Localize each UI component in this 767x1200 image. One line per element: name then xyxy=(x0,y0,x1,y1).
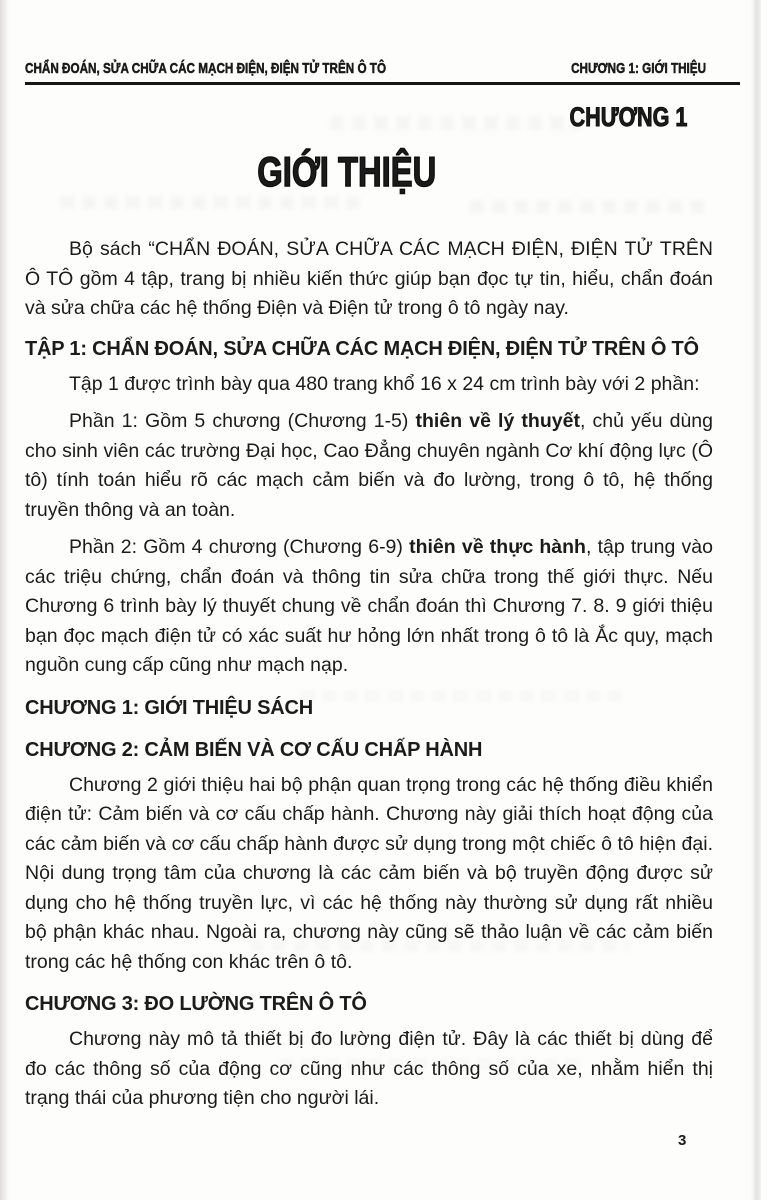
scan-edge-left xyxy=(0,0,9,1200)
scan-edge-right xyxy=(751,0,761,1200)
page-title xyxy=(25,146,669,201)
heading-chuong1: CHƯƠNG 1: GIỚI THIỆU SÁCH xyxy=(25,696,313,719)
running-header xyxy=(25,60,740,77)
bleed-through-artifact xyxy=(470,200,710,213)
phan2-post: , tập trung vào các triệu chứng, chẩn đoán và thông tin sửa chữa trong thế giới thực. Nếu Chương 6 trình bày lý thuyết chung về chẩn đoán thì Chương 7. 8. 9 giới thiệu bạn đọc mạch điện tử có xác suất hư hỏng lớn nhất trong ô tô là Ắc quy, mạch nguồn cung cấp cũng như mạch nạp. xyxy=(25,536,713,676)
phan1-post: , chủ yếu dùng cho sinh viên các trường Đại học, Cao Đẳng chuyên ngành Cơ khí động lực (Ô tô) tính toán hiểu rõ các mạch cảm biến và đo lường, trong ô tô, hệ thống truyền thông và an toàn. xyxy=(25,410,713,521)
running-header-book-title: CHẨN ĐOÁN, SỬA CHỮA CÁC MẠCH ĐIỆN, ĐIỆN TỬ TRÊN Ô TÔ xyxy=(25,60,387,77)
phan1-bold: thiên về lý thuyết xyxy=(415,410,580,432)
heading-tap1: TẬP 1: CHẨN ĐOÁN, SỬA CHỮA CÁC MẠCH ĐIỆN, ĐIỆN TỬ TRÊN Ô TÔ xyxy=(25,337,699,360)
chapter-number-label xyxy=(25,101,687,138)
paragraph-intro: Bộ sách “CHẨN ĐOÁN, SỬA CHỮA CÁC MẠCH ĐIỆN, ĐIỆN TỬ TRÊN Ô TÔ gồm 4 tập, trang bị nhiều kiến thức giúp bạn đọc tự tin, hiểu, chẩn đoán và sửa chữa các hệ thống Điện và Điện tử trong ô tô ngày nay. xyxy=(25,238,713,319)
heading-chuong3: CHƯƠNG 3: ĐO LƯỜNG TRÊN Ô TÔ xyxy=(25,993,367,1015)
heading-chuong2: CHƯƠNG 2: CẢM BIẾN VÀ CƠ CẤU CHẤP HÀNH xyxy=(25,738,483,761)
page-title-text: GIỚI THIỆU xyxy=(257,148,437,195)
page-number: 3 xyxy=(678,1132,687,1149)
chapter-number-text: CHƯƠNG 1 xyxy=(569,102,687,132)
paragraph-chuong2: Chương 2 giới thiệu hai bộ phận quan trọng trong các hệ thống điều khiển điện tử: Cảm biến và cơ cấu chấp hành. Chương này giải thích hoạt động của các cảm biến và cơ cấu chấp hành được sử dụng trong một chiếc ô tô hiện đại. Nội dung trọng tâm của chương là các cảm biến và bộ truyền động được sử dụng cho hệ thống truyền lực, vì các hệ thống này thường sử dụng rất nhiều bộ phận khác nhau. Ngoài ra, chương này cũng sẽ thảo luận về các cảm biến trong các hệ thống con khác trên ô tô. xyxy=(25,773,713,973)
paragraph-chuong3: Chương này mô tả thiết bị đo lường điện tử. Đây là các thiết bị dùng để đo các thông số của động cơ cũng như các thông số của xe, nhằm hiển thị trạng thái của phương tiện cho người lái. xyxy=(25,1028,713,1109)
phan2-pre: Phần 2: Gồm 4 chương (Chương 6-9) xyxy=(69,536,410,558)
paragraph-phan1 xyxy=(25,407,713,525)
header-rule xyxy=(25,82,740,85)
paragraph-phan2 xyxy=(25,533,713,681)
running-header-chapter-title: CHƯƠNG 1: GIỚI THIỆU xyxy=(571,60,706,77)
paragraph-tap1: Tập 1 được trình bày qua 480 trang khổ 16 x 24 cm trình bày với 2 phần: xyxy=(69,372,700,395)
phan1-pre: Phần 1: Gồm 5 chương (Chương 1-5) xyxy=(69,410,416,432)
phan2-bold: thiên về thực hành xyxy=(409,536,586,558)
body-text xyxy=(25,235,713,1114)
